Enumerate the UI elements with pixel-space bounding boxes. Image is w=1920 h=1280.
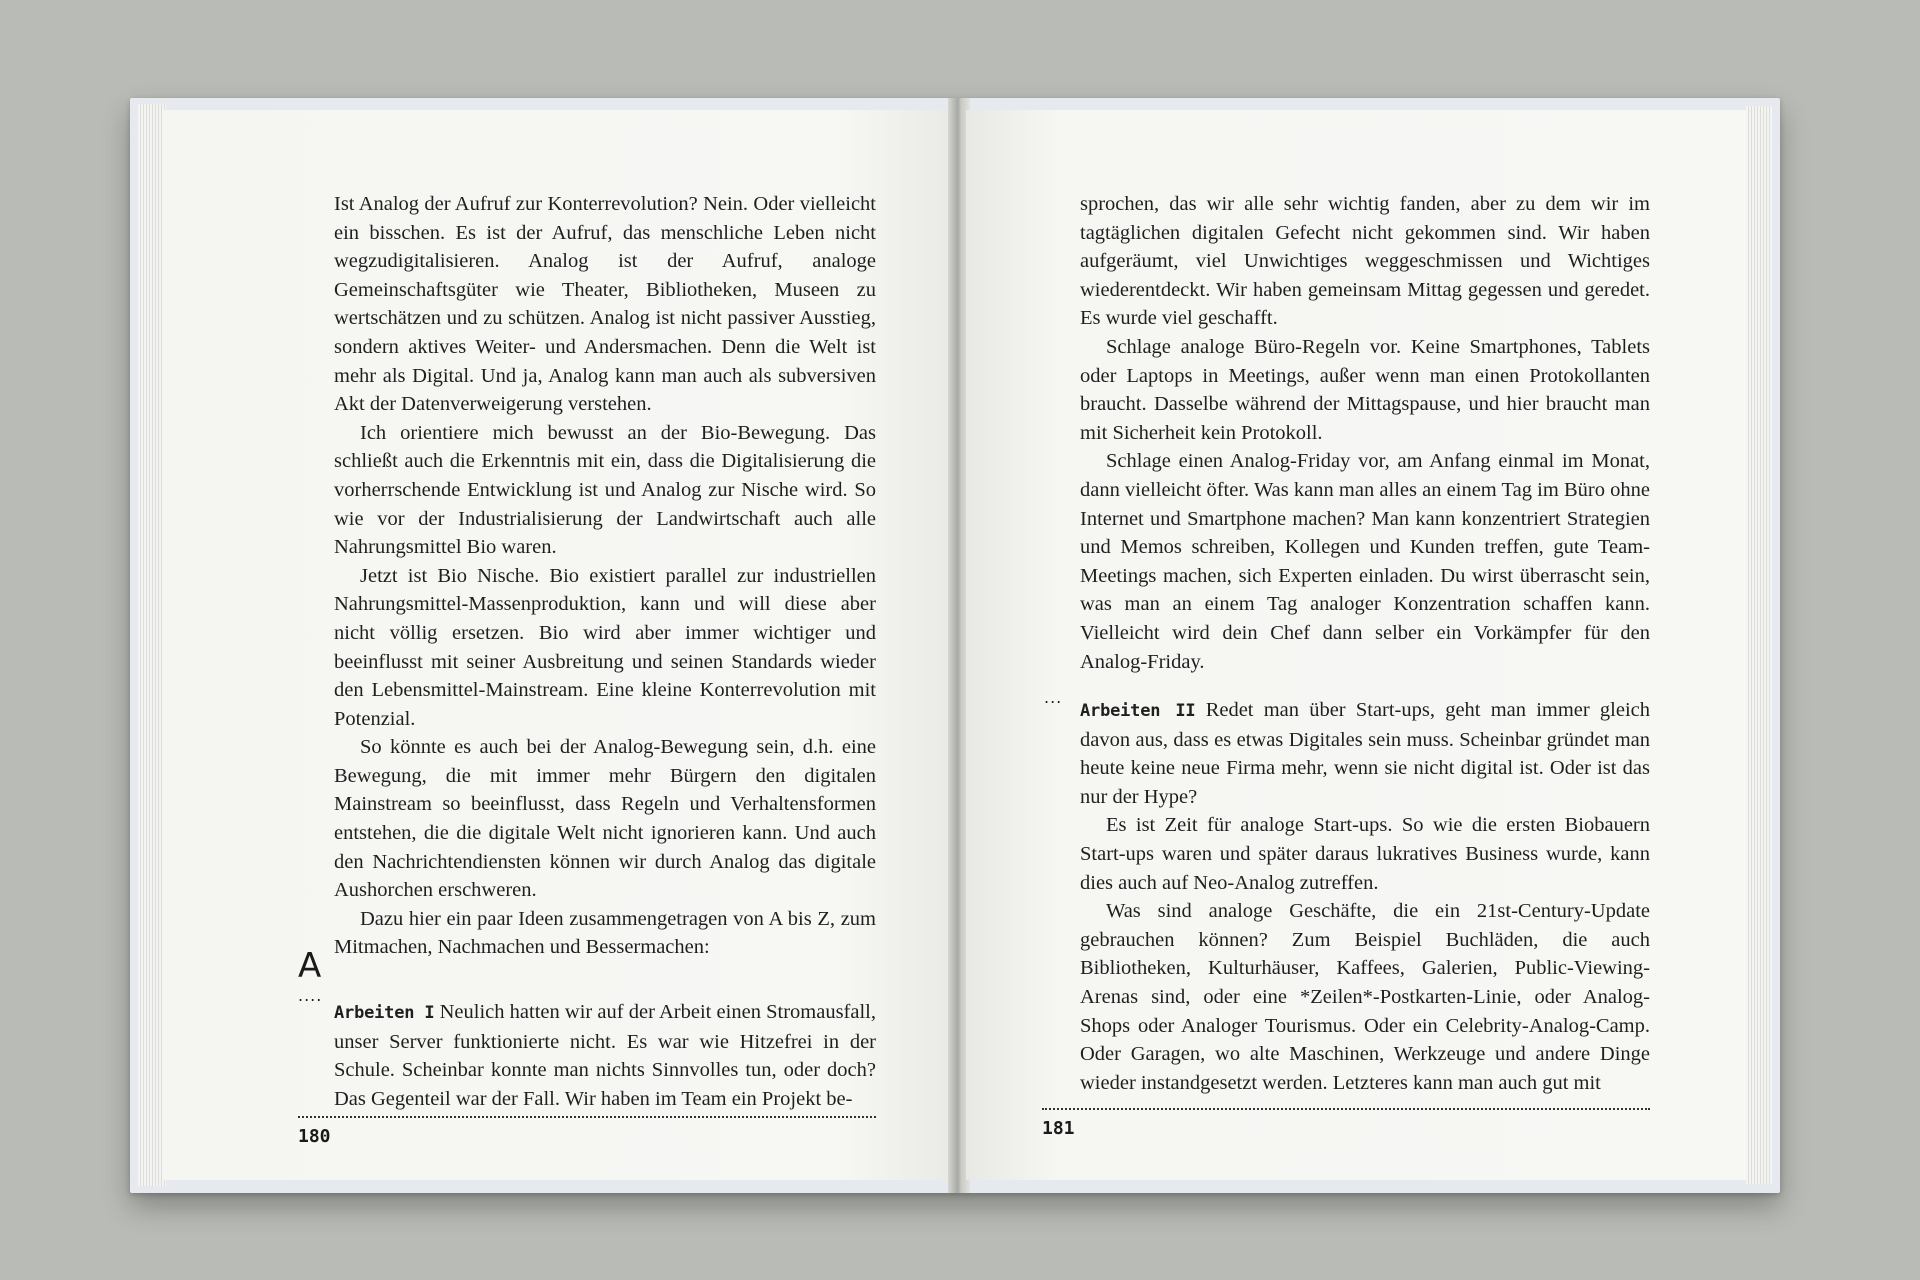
entry-keyword: Arbeiten II <box>1080 701 1196 722</box>
page-edges-right <box>1746 106 1772 1184</box>
entry-leader-dots: .... <box>298 986 323 1005</box>
entry-text: Redet man über Start-ups, geht man immer gleich davon aus, dass es etwas Digitales sein muss. Scheinbar gründet man heute keine neue Firma mehr, wenn sie nicht digital ist. Oder ist das nur der Hype? <box>1080 699 1651 808</box>
entry-keyword: Arbeiten I <box>334 1003 435 1024</box>
paragraph: Ist Analog der Aufruf zur Konterrevolution? Nein. Oder vielleicht ein bisschen. Es ist der Aufruf, das menschliche Leben nicht wegzudigitalisieren. Analog ist der Aufruf, analoge Gemeinschaftsgüter wie Theater, Bibliotheken, Museen zu wertschätzen und zu schützen. Analog ist nicht passiver Ausstieg, sondern aktives Weiter- und Andersmachen. Denn die Welt ist mehr als Digital. Und ja, Analog kann man auch als subversiven Akt der Datenverweigerung verstehen. <box>334 193 876 416</box>
dictionary-entry <box>334 998 876 1113</box>
page-number: 181 <box>1042 1118 1075 1139</box>
entry-leader-dots: ... <box>1044 688 1063 707</box>
page-number: 180 <box>298 1126 331 1147</box>
paragraph: Dazu hier ein paar Ideen zusammengetragen von A bis Z, zum Mitmachen, Nachmachen und Bessermachen: <box>334 907 876 959</box>
paragraph: So könnte es auch bei der Analog-Bewegung sein, d.h. eine Bewegung, die mit immer mehr Bürgern den digitalen Mainstream so beeinflusst, dass Regeln und Verhaltensformen entstehen, die die digitale Welt nicht ignorieren kann. Und auch den Nachrichtendiensten können wir durch Analog das digitale Aushorchen erschweren. <box>334 736 876 902</box>
footer-rule <box>1042 1108 1650 1110</box>
entry-text: Neulich hatten wir auf der Arbeit einen Stromausfall, unser Server funktionierte nicht. Es war wie Hitzefrei in der Schule. Scheinbar konnte man nichts Sinnvolles tun, oder doch? Das Gegenteil war der Fall. Wir haben im Team ein Projekt be- <box>334 1001 877 1110</box>
paragraph: Es ist Zeit für analoge Start-ups. So wie die ersten Biobauern Start-ups waren und später daraus lukratives Business wurde, kann dies auch auf Neo-Analog zutreffen. <box>1080 814 1650 894</box>
section-letter: A <box>298 946 322 986</box>
right-page-text <box>1080 190 1650 1097</box>
page-edges-left <box>138 104 166 1186</box>
right-page <box>966 110 1746 1180</box>
paragraph: sprochen, das wir alle sehr wichtig fanden, aber zu dem wir im tagtäglichen digitalen Gefecht nicht gekommen sind. Wir haben aufgeräumt, viel Unwichtiges weggeschmissen und Wichtiges wiederentdeckt. Wir haben gemeinsam Mittag gegessen und geredet. Es wurde viel geschafft. <box>1080 193 1650 330</box>
left-page <box>164 110 954 1180</box>
dictionary-entry <box>1080 696 1650 811</box>
paragraph: Ich orientiere mich bewusst an der Bio-Bewegung. Das schließt auch die Erkenntnis mit ein, dass die Digitalisierung die vorherrschende Entwicklung ist und Analog zur Nische wird. So wie vor der Industrialisierung der Landwirtschaft auch alle Nahrungsmittel Bio waren. <box>334 421 876 559</box>
footer-rule <box>298 1116 876 1118</box>
paragraph: Jetzt ist Bio Nische. Bio existiert parallel zur industriellen Nahrungsmittel-Massenproduktion, kann und will diese aber nicht völlig ersetzen. Bio wird aber immer wichtiger und beeinflusst mit seiner Ausbreitung und seinen Standards wieder den Lebensmittel-Mainstream. Eine kleine Konterrevolution mit Potenzial. <box>334 564 876 730</box>
paragraph: Schlage analoge Büro-Regeln vor. Keine Smartphones, Tablets oder Laptops in Meetings, außer wenn man einen Protokollanten braucht. Dasselbe während der Mittagspause, und hier braucht man mit Sicherheit kein Protokoll. <box>1080 335 1650 444</box>
paragraph: Was sind analoge Geschäfte, die ein 21st-Century-Update gebrauchen können? Zum Beispiel Buchläden, die auch Bibliotheken, Kulturhäuser, Kaffees, Galerien, Public-Viewing-Arenas sind, oder eine *Zeilen*-Postkarten-Linie, oder Analog-Shops oder Analoger Tourismus. Oder ein Celebrity-Analog-Camp. Oder Garagen, wo alte Maschinen, Werkzeuge und andere Dinge wieder instandgesetzt werden. Letzteres kann man auch gut mit <box>1080 900 1650 1094</box>
paragraph: Schlage einen Analog-Friday vor, am Anfang einmal im Monat, dann vielleicht öfter. Was kann man alles an einem Tag im Büro ohne Internet und Smartphone machen? Man kann konzentriert Strategien und Memos schreiben, Kollegen und Kunden treffen, gute Team-Meetings machen, sich Experten einladen. Du wirst überrascht sein, was man an einem Tag analoger Konzentration schaffen kann. Vielleicht wird dein Chef dann selber ein Vorkämpfer für den Analog-Friday. <box>1080 450 1650 673</box>
left-page-text <box>334 190 876 1113</box>
open-book <box>130 98 1780 1193</box>
